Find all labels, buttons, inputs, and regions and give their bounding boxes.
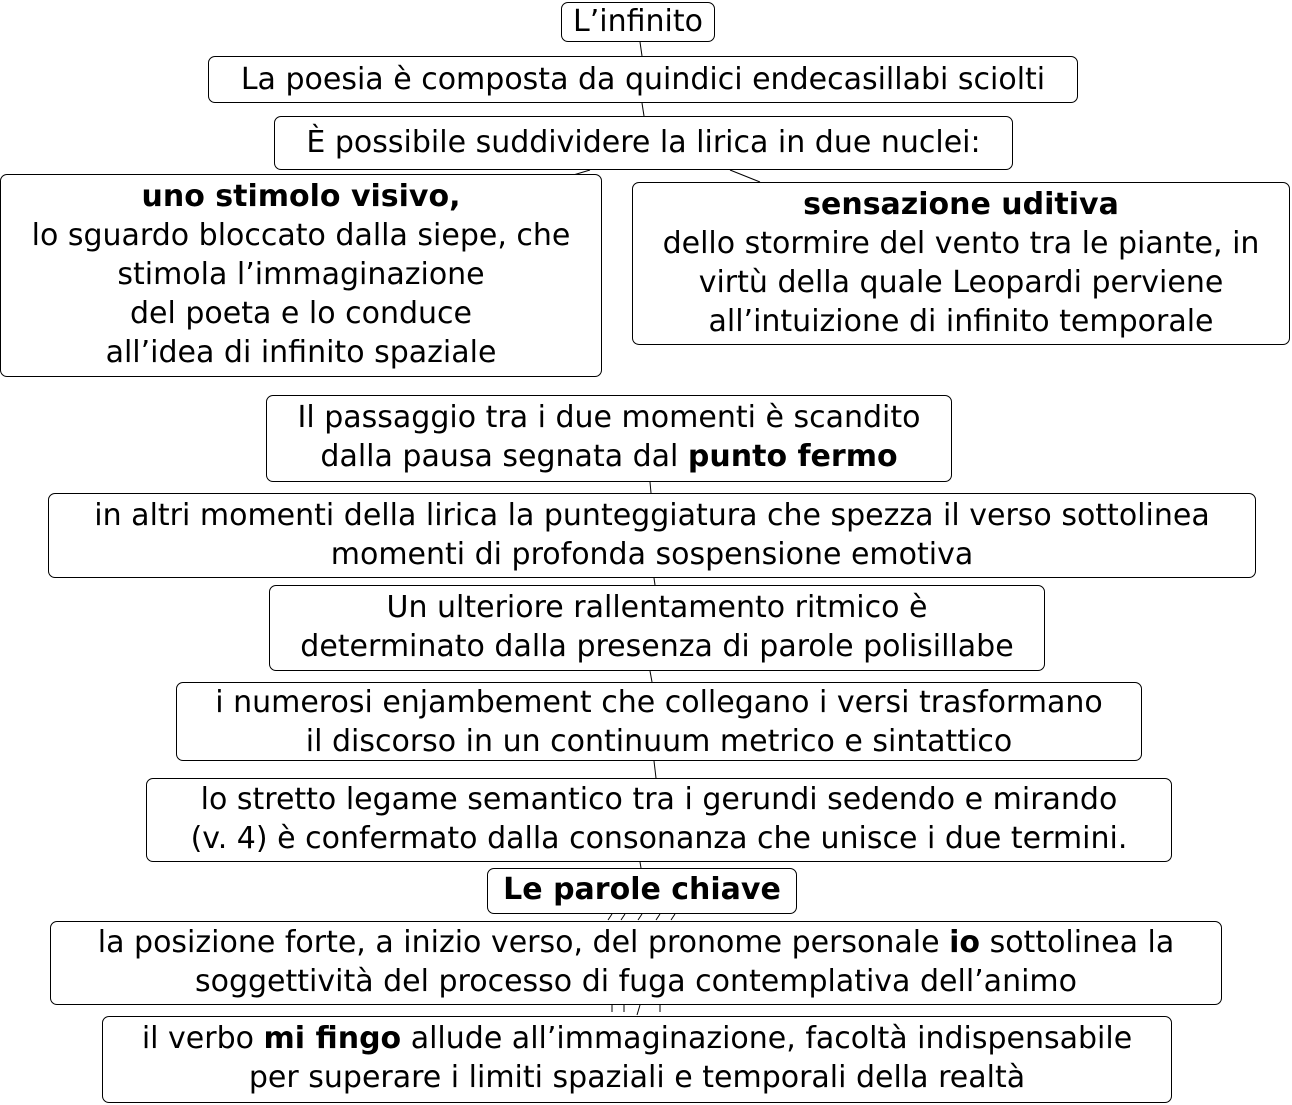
node-title-text: L’infinito: [573, 4, 703, 39]
node-rallentamento-line-1: Un ulteriore rallentamento ritmico è: [386, 590, 928, 625]
link-io-fingo: [612, 1005, 660, 1015]
node-visivo-line-2: stimola l’immaginazione: [117, 257, 485, 292]
node-gerundi: [146, 778, 1172, 862]
node-visivo-line-3: del poeta e lo conduce: [130, 296, 472, 331]
link-title-metrica: [640, 42, 642, 56]
node-io-line-2: soggettività del processo di fuga contemplativa dell’animo: [194, 964, 1077, 999]
node-gerundi-line-1: lo stretto legame semantico tra i gerundi sedendo e mirando: [200, 782, 1118, 817]
node-punteggiatura-line-2: momenti di profonda sospensione emotiva: [330, 537, 974, 572]
node-punteggiatura-line-1: in altri momenti della lirica la punteggiatura che spezza il verso sottolinea: [94, 498, 1210, 533]
node-passaggio-line-1: Il passaggio tra i due momenti è scandito: [297, 400, 921, 435]
node-fingo: [102, 1016, 1172, 1103]
link-enjambement-gerundi: [654, 761, 656, 778]
link-nuclei-uditivo: [730, 170, 760, 182]
node-fingo-line-1: il verbo mi fingo allude all’immaginazione, facoltà indispensabile: [141, 1021, 1133, 1056]
node-parole-chiave: [487, 868, 797, 914]
node-rallentamento: [269, 585, 1045, 671]
node-enjambement: [176, 682, 1142, 761]
node-visivo-heading: uno stimolo visivo,: [141, 179, 461, 214]
link-metrica-nuclei: [642, 103, 644, 116]
node-title: [561, 2, 715, 42]
node-gerundi-line-2: (v. 4) è confermato dalla consonanza che unisce i due termini.: [190, 821, 1128, 856]
node-visivo-line-4: all’idea di infinito spaziale: [105, 335, 497, 370]
node-metrica-text: La poesia è composta da quindici endecasillabi sciolti: [240, 62, 1046, 97]
node-uditivo-line-1: dello stormire del vento tra le piante, in: [662, 226, 1260, 261]
link-passaggio-punteggiatura: [650, 482, 651, 493]
link-parolechiave-io: [608, 914, 675, 920]
node-uditivo: [632, 182, 1290, 345]
node-rallentamento-line-2: determinato dalla presenza di parole polisillabe: [300, 629, 1014, 664]
node-uditivo-line-2: virtù della quale Leopardi perviene: [698, 265, 1224, 300]
node-uditivo-line-3: all’intuizione di infinito temporale: [708, 304, 1214, 339]
link-punteggiatura-rallentamento: [654, 578, 655, 585]
node-enjambement-line-1: i numerosi enjambement che collegano i versi trasformano: [215, 685, 1103, 720]
node-nuclei-text: È possibile suddividere la lirica in due nuclei:: [306, 125, 981, 160]
node-uditivo-heading: sensazione uditiva: [803, 187, 1119, 222]
node-fingo-line-2: per superare i limiti spaziali e temporali della realtà: [248, 1060, 1026, 1095]
node-visivo-line-1: lo sguardo bloccato dalla siepe, che: [31, 218, 571, 253]
node-io: [50, 921, 1222, 1005]
node-punteggiatura: [48, 493, 1256, 578]
node-passaggio: [266, 395, 952, 482]
node-visivo: [0, 174, 602, 377]
node-parole-chiave-text: Le parole chiave: [503, 872, 781, 907]
node-nuclei: [274, 116, 1013, 170]
node-enjambement-line-2: il discorso in un continuum metrico e sintattico: [305, 724, 1013, 759]
node-passaggio-line-2: dalla pausa segnata dal punto fermo: [320, 439, 898, 474]
node-io-line-1: la posizione forte, a inizio verso, del pronome personale io sottolinea la: [97, 925, 1175, 960]
node-metrica: [208, 56, 1078, 103]
link-rallentamento-enjambement: [650, 671, 652, 682]
